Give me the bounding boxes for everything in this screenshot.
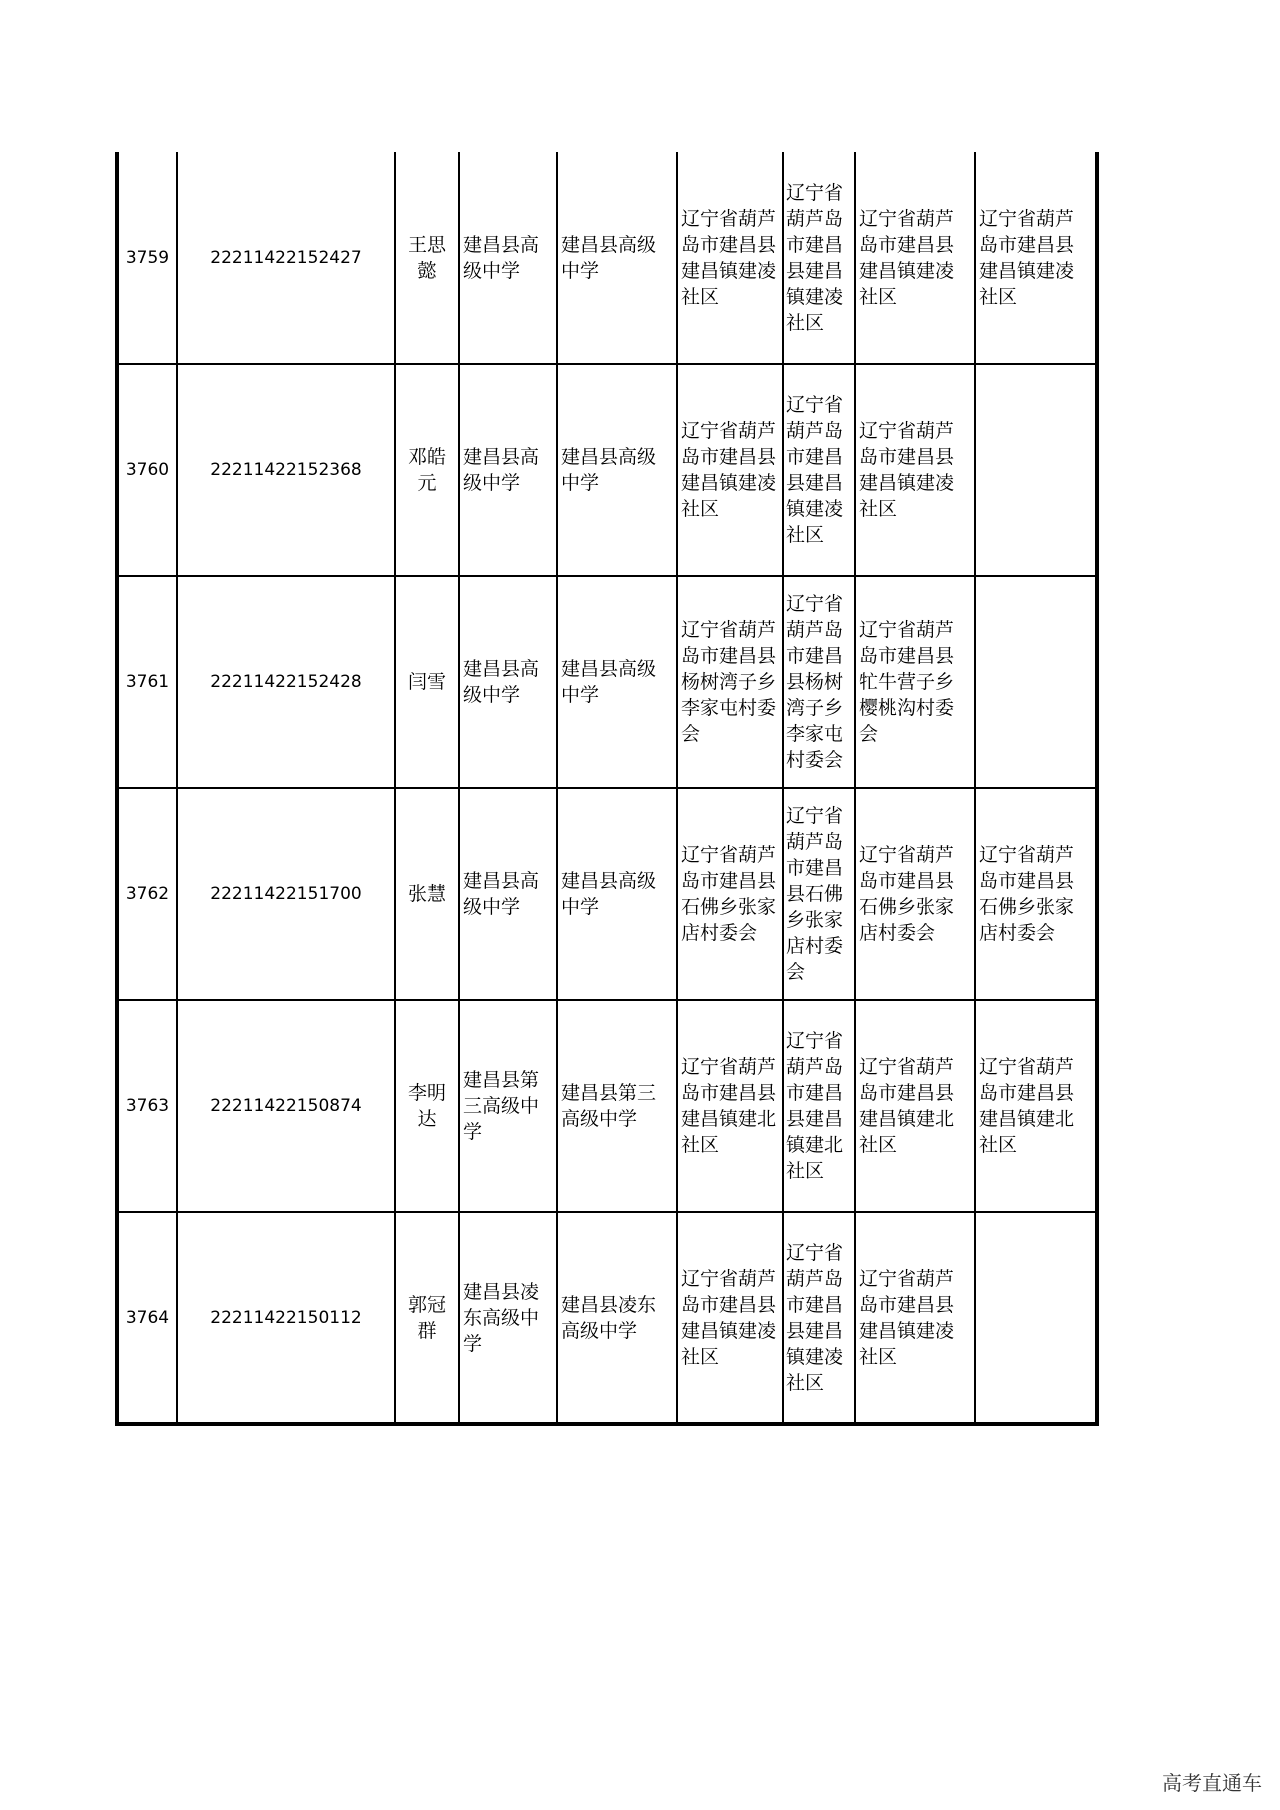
cell-name: 闫雪: [395, 576, 459, 788]
table-row: [117, 788, 1097, 1000]
cell-unit: 建昌县高级中学: [557, 576, 677, 788]
cell-addr1: 辽宁省葫芦岛市建昌县杨树湾子乡李家屯村委会: [677, 576, 783, 788]
cell-addr4: [975, 1212, 1097, 1424]
cell-school: 建昌县高级中学: [459, 364, 557, 576]
cell-name: 李明达: [395, 1000, 459, 1212]
cell-id: 22211422150112: [177, 1212, 395, 1424]
cell-addr3: 辽宁省葫芦岛市建昌县建昌镇建北社区: [855, 1000, 975, 1212]
cell-addr2: 辽宁省葫芦岛市建昌县建昌镇建凌社区: [783, 1212, 855, 1424]
cell-addr3: 辽宁省葫芦岛市建昌县建昌镇建凌社区: [855, 152, 975, 364]
cell-unit: 建昌县高级中学: [557, 152, 677, 364]
table-row: [117, 152, 1097, 364]
cell-addr3: 辽宁省葫芦岛市建昌县石佛乡张家店村委会: [855, 788, 975, 1000]
cell-addr2: 辽宁省葫芦岛市建昌县建昌镇建凌社区: [783, 152, 855, 364]
cell-addr1: 辽宁省葫芦岛市建昌县建昌镇建凌社区: [677, 152, 783, 364]
cell-addr4: [975, 576, 1097, 788]
cell-id: 22211422152368: [177, 364, 395, 576]
table-row: [117, 1000, 1097, 1212]
cell-addr2: 辽宁省葫芦岛市建昌县建昌镇建凌社区: [783, 364, 855, 576]
cell-index: 3763: [117, 1000, 177, 1212]
cell-id: 22211422151700: [177, 788, 395, 1000]
cell-id: 22211422152428: [177, 576, 395, 788]
cell-name: 邓皓元: [395, 364, 459, 576]
cell-addr1: 辽宁省葫芦岛市建昌县建昌镇建凌社区: [677, 364, 783, 576]
cell-unit: 建昌县第三高级中学: [557, 1000, 677, 1212]
cell-school: 建昌县高级中学: [459, 152, 557, 364]
cell-addr3: 辽宁省葫芦岛市建昌县牤牛营子乡樱桃沟村委会: [855, 576, 975, 788]
cell-addr4: 辽宁省葫芦岛市建昌县石佛乡张家店村委会: [975, 788, 1097, 1000]
cell-addr2: 辽宁省葫芦岛市建昌县建昌镇建北社区: [783, 1000, 855, 1212]
cell-unit: 建昌县凌东高级中学: [557, 1212, 677, 1424]
cell-id: 22211422152427: [177, 152, 395, 364]
cell-unit: 建昌县高级中学: [557, 364, 677, 576]
watermark-text: 高考直通车: [1162, 1771, 1262, 1795]
cell-name: 张慧: [395, 788, 459, 1000]
cell-index: 3760: [117, 364, 177, 576]
cell-school: 建昌县高级中学: [459, 788, 557, 1000]
cell-addr1: 辽宁省葫芦岛市建昌县石佛乡张家店村委会: [677, 788, 783, 1000]
cell-addr4: 辽宁省葫芦岛市建昌县建昌镇建北社区: [975, 1000, 1097, 1212]
table-row: [117, 364, 1097, 576]
cell-addr4: 辽宁省葫芦岛市建昌县建昌镇建凌社区: [975, 152, 1097, 364]
cell-addr4: [975, 364, 1097, 576]
cell-id: 22211422150874: [177, 1000, 395, 1212]
cell-addr2: 辽宁省葫芦岛市建昌县杨树湾子乡李家屯村委会: [783, 576, 855, 788]
cell-school: 建昌县第三高级中学: [459, 1000, 557, 1212]
cell-index: 3762: [117, 788, 177, 1000]
cell-addr3: 辽宁省葫芦岛市建昌县建昌镇建凌社区: [855, 1212, 975, 1424]
table-row: [117, 1212, 1097, 1424]
cell-name: 王思懿: [395, 152, 459, 364]
cell-addr2: 辽宁省葫芦岛市建昌县石佛乡张家店村委会: [783, 788, 855, 1000]
cell-index: 3759: [117, 152, 177, 364]
cell-addr1: 辽宁省葫芦岛市建昌县建昌镇建凌社区: [677, 1212, 783, 1424]
cell-school: 建昌县高级中学: [459, 576, 557, 788]
cell-unit: 建昌县高级中学: [557, 788, 677, 1000]
table-row: [117, 576, 1097, 788]
cell-school: 建昌县凌东高级中学: [459, 1212, 557, 1424]
cell-addr3: 辽宁省葫芦岛市建昌县建昌镇建凌社区: [855, 364, 975, 576]
student-table: [115, 152, 1099, 1426]
cell-addr1: 辽宁省葫芦岛市建昌县建昌镇建北社区: [677, 1000, 783, 1212]
cell-name: 郭冠群: [395, 1212, 459, 1424]
cell-index: 3764: [117, 1212, 177, 1424]
cell-index: 3761: [117, 576, 177, 788]
